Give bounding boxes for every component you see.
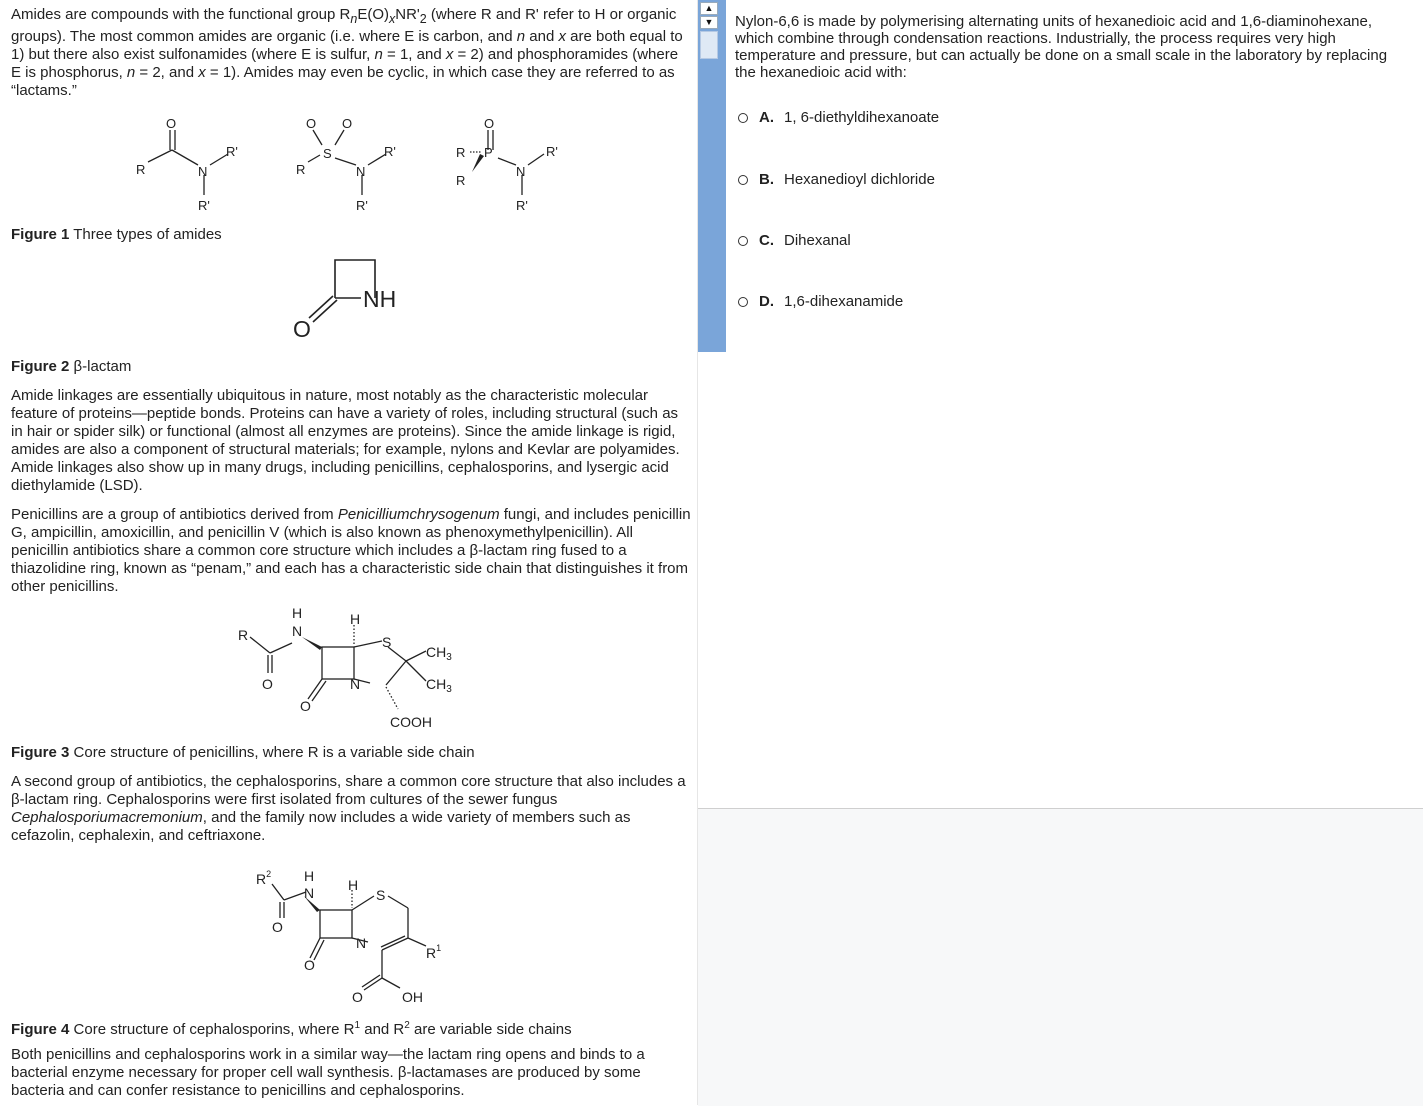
f3-r: R — [238, 627, 249, 643]
figure4-caption: Figure 4 Core structure of cephalosporins, where $R^1$ and $R^2$ are variable side chains — [11, 1020, 572, 1038]
f3-rp2: R' — [516, 198, 528, 213]
f3-h2: H — [350, 611, 361, 627]
figure2-caption: Figure 2 β-lactam — [11, 358, 132, 375]
scroll-down-arrow-icon[interactable]: ▼ — [700, 16, 718, 29]
footer-panel — [698, 808, 1423, 1106]
f3-rp1: R' — [546, 144, 558, 159]
f2-nh: NH — [363, 286, 397, 312]
option-text: Dihexanal — [784, 232, 851, 249]
option-b[interactable] — [738, 171, 935, 189]
f1-n: N — [198, 164, 208, 179]
f3-ch3b: $CH_3$ — [426, 676, 452, 695]
radio-icon[interactable] — [738, 236, 748, 246]
paragraph-penicillins: Penicillins are a group of antibiotics derived from Penicilliumchrysogenum fungi, and includes penicillin G, ampicillin, amoxicillin, and penicillin V (which is also known as phenoxymethylpenicillin). All penicillin antibiotics share a common core structure which includes a β-lactam ring fused to a thiazolidine ring, known as “penam,” and each has a characteristic side chain that distinguishes it from other penicillins. — [11, 506, 691, 595]
f4-r2: $R^2$ — [256, 869, 272, 887]
f4-o1: O — [272, 919, 283, 935]
scrollbar-thumb[interactable] — [700, 31, 718, 59]
option-letter: B. — [759, 171, 774, 188]
f4-o2: O — [304, 957, 315, 973]
option-letter: C. — [759, 232, 774, 249]
paragraph-cephalosporins: A second group of antibiotics, the cephalosporins, share a common core structure that also includes a β-lactam ring. Cephalosporins were first isolated from cultures of the sewer fungus Cephalosporiumacremonium, and the family now includes a wide variety of members such as cefazolin, cephalexin, and ceftriaxone. — [11, 773, 686, 844]
option-text: 1,6-dihexanamide — [784, 293, 904, 310]
f2-n: N — [356, 164, 366, 179]
f1-rp1: R' — [226, 144, 238, 159]
paragraph-mechanism: Both penicillins and cephalosporins work in a similar way—the lactam ring opens and binds to a bacterial enzyme necessary for proper cell wall synthesis. β-lactamases are produced by some bacteria and can confer resistance to penicillins and cephalosporins. — [11, 1046, 645, 1099]
f3-s: S — [382, 634, 392, 650]
option-d[interactable] — [738, 293, 903, 311]
option-text: 1, 6-diethyldihexanoate — [784, 109, 940, 126]
f2-o1: O — [306, 116, 317, 131]
figure3-caption: Figure 3 Core structure of penicillins, where R is a variable side chain — [11, 744, 475, 761]
figure1-caption: Figure 1 Three types of amides — [11, 226, 222, 243]
f1-o: O — [166, 116, 177, 131]
f4-n1: N — [304, 885, 315, 901]
figure3-penicillin-diagram — [230, 605, 480, 735]
scrollbar[interactable] — [698, 0, 726, 352]
option-a[interactable] — [738, 109, 939, 127]
f3-cooh: COOH — [390, 714, 432, 730]
radio-icon[interactable] — [738, 297, 748, 307]
f2-o2: O — [342, 116, 353, 131]
f3-n1: N — [292, 623, 303, 639]
radio-icon[interactable] — [738, 113, 748, 123]
f3-n2: N — [350, 676, 361, 692]
f2-r: R — [296, 162, 306, 177]
paragraph-amide-linkages: Amide linkages are essentially ubiquitous in nature, most notably as the characteristic molecular feature of proteins—peptide bonds. Proteins can have a variety of roles, including structural (such as in hair or spider silk) or functional (almost all enzymes are proteins). Since the amide linkage is rigid, amides are also a component of structural materials; for example, nylons and Kevlar are polyamides. Amide linkages also show up in many drugs, including penicillins, cephalosporins, and lysergic acid diethylamide (LSD). — [11, 387, 680, 494]
figure2-beta-lactam-diagram — [285, 250, 425, 345]
option-letter: D. — [759, 293, 774, 310]
f4-r1: $R^1$ — [426, 943, 442, 961]
option-c[interactable] — [738, 232, 851, 250]
f2-rp2: R' — [356, 198, 368, 213]
f3-h1: H — [292, 605, 303, 621]
f3-ch3a: $CH_3$ — [426, 644, 452, 663]
radio-icon[interactable] — [738, 175, 748, 185]
f3-n: N — [516, 164, 526, 179]
f4-o3: O — [352, 989, 363, 1005]
option-letter: A. — [759, 109, 774, 126]
f4-s: S — [376, 887, 386, 903]
f3-p: P — [484, 145, 493, 160]
f3-o2: O — [300, 698, 311, 714]
f2-s: S — [323, 146, 332, 161]
f4-oh: OH — [402, 989, 423, 1005]
intro-paragraph: Amides are compounds with the functional group $R_nE(O)_xNR'_2$ (where R and R' refer to H or organic groups). The most common amides are organic (i.e. where E is carbon, and n and x are both equal to 1) but there also exist sulfonamides (where E is sulfur, n = 1, and x = 2) and phosphoramides (where E is phosphorus, n = 2, and x = 1). Amides may even be cyclic, in which case they are referred to as “lactams.” — [11, 6, 683, 99]
option-text: Hexanedioyl dichloride — [784, 171, 935, 188]
f3-r2: R — [456, 173, 466, 188]
f4-n2: N — [356, 935, 367, 951]
figure1-amides-diagram — [120, 110, 580, 220]
f2-rp1: R' — [384, 144, 396, 159]
f2-o: O — [293, 316, 311, 342]
figure4-cephalosporin-diagram — [250, 862, 460, 1010]
f1-rp2: R' — [198, 198, 210, 213]
f3-r1: R — [456, 145, 466, 160]
question-stem: Nylon-6,6 is made by polymerising alternating units of hexanedioic acid and 1,6-diaminohexane, which combine through condensation reactions. Industrially, the process requires very high temperature and pressure, but can actually be done on a small scale in the laboratory by replacing the hexanedioic acid with: — [735, 13, 1388, 81]
f4-h2: H — [348, 877, 359, 893]
passage-panel — [0, 0, 697, 1105]
f4-h1: H — [304, 868, 315, 884]
f3-o1: O — [262, 676, 273, 692]
scroll-up-arrow-icon[interactable]: ▲ — [700, 2, 718, 15]
f1-r: R — [136, 162, 146, 177]
f3-o: O — [484, 116, 495, 131]
